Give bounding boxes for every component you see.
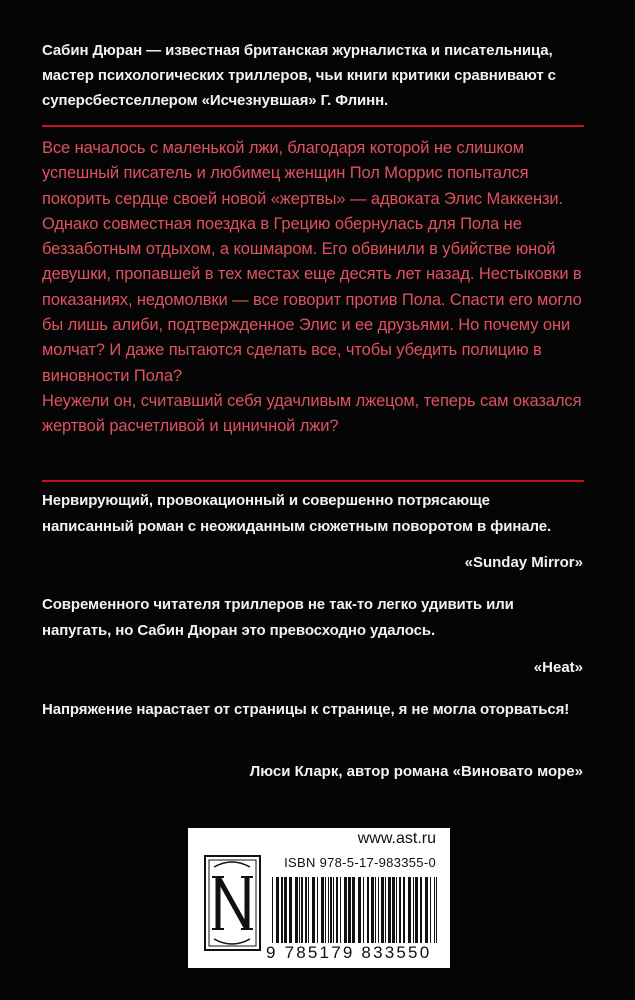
divider-bottom	[42, 480, 584, 482]
divider-top	[42, 125, 584, 127]
review-quote: Нервирующий, провокационный и совершенно потрясающе написанный роман с неожиданным сюжетным поворотом в финале.	[42, 492, 552, 535]
synopsis	[42, 136, 582, 440]
synopsis-paragraph: Неужели он, считавший себя удачливым лжецом, теперь сам оказался жертвой расчетливой и циничной лжи?	[42, 391, 582, 436]
publisher-logo-icon	[204, 855, 261, 951]
synopsis-paragraph: Однако совместная поездка в Грецию обернулась для Пола не беззаботным отдыхом, а кошмаром. Его обвинили в убийстве юной девушки, пропавшей в тех местах еще десять лет назад. Нестыковки в показаниях, недомолвки — все говорит против Пола. Спасти его могло бы лишь алиби, подтвержденное Элис и ее друзьями. Но почему они молчат? И даже пытаются сделать все, чтобы убедить полицию в виновности Пола?	[42, 214, 582, 385]
isbn-label: ISBN 978-5-17-983355-0	[284, 855, 436, 870]
barcode-panel	[188, 828, 450, 968]
review-quote: Современного читателя триллеров не так-то легко удивить или напугать, но Сабин Дюран это превосходно удалось.	[42, 596, 514, 639]
author-bio: Сабин Дюран — известная британская журналистка и писательница, мастер психологических триллеров, чьи книги критики сравнивают с суперсбестселлером «Исчезнувшая» Г. Флинн.	[42, 42, 556, 109]
publisher-website: www.ast.ru	[357, 830, 436, 847]
barcode-bars	[272, 877, 438, 943]
synopsis-paragraph: Все началось с маленькой лжи, благодаря которой не слишком успешный писатель и любимец женщин Пол Моррис попытался покорить сердце своей новой «жертвы» — адвоката Элис Маккензи.	[42, 139, 564, 208]
review-source: «Heat»	[533, 659, 583, 676]
barcode-digits: 9 785179 833550	[266, 943, 432, 962]
review-source: Люси Кларк, автор романа «Виновато море»	[249, 763, 583, 780]
review-quote: Напряжение нарастает от страницы к странице, я не могла оторваться!	[42, 701, 570, 718]
review-source: «Sunday Mirror»	[464, 554, 583, 571]
